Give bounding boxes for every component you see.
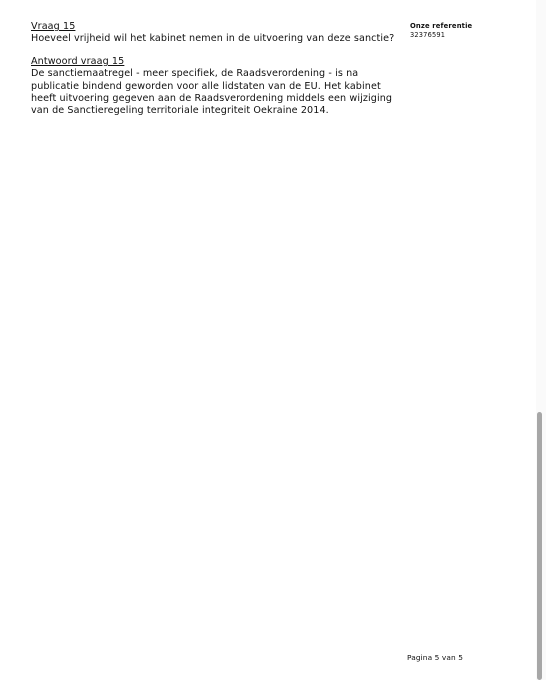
answer-heading: Antwoord vraag 15 [31, 55, 125, 67]
reference-number: 32376591 [410, 31, 446, 39]
answer-line: publicatie bindend geworden voor alle lidstaten van de EU. Het kabinet [31, 80, 381, 92]
scrollbar-thumb[interactable] [537, 412, 542, 680]
answer-line: heeft uitvoering gegeven aan de Raadsverordening middels een wijziging [31, 93, 393, 105]
answer-line: De sanctiemaatregel - meer specifiek, de Raadsverordening - is na [31, 68, 359, 80]
page-number: Pagina 5 van 5 [407, 653, 464, 662]
question-heading: Vraag 15 [31, 21, 76, 32]
question-text: Hoeveel vrijheid wil het kabinet nemen in de uitvoering van deze sanctie? [31, 33, 395, 45]
spacer [31, 46, 403, 56]
reference-block [410, 22, 530, 40]
reference-label: Onze referentie [410, 22, 473, 30]
answer-line: van de Sanctieregeling territoriale integriteit Oekraine 2014. [31, 105, 329, 117]
main-content [31, 21, 403, 118]
